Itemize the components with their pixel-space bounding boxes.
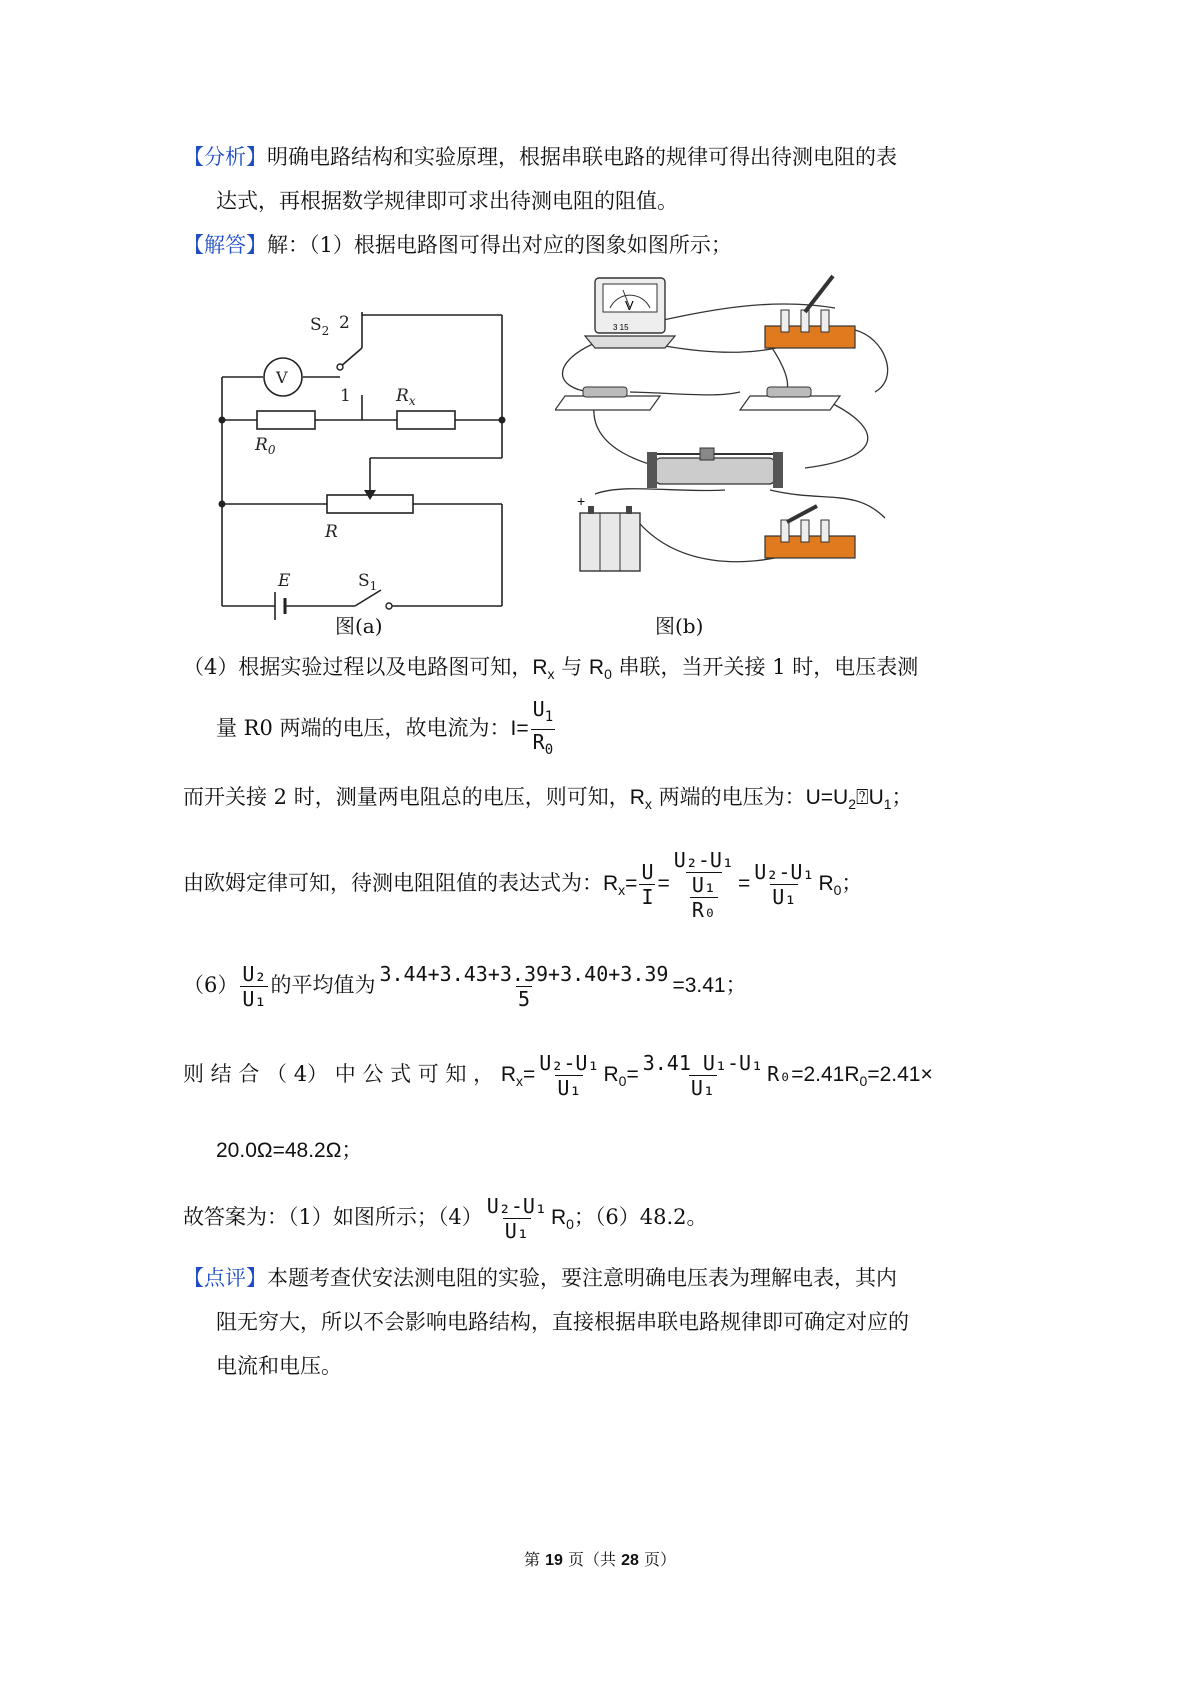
fraction-u2-u1: $\frac{\text{U₂}}{\text{U₁}}$ xyxy=(242,962,267,1011)
fraction-result: $\frac{\text{U₂-U₁}}{\text{U₁}}$ xyxy=(754,860,815,909)
step6-line: （6） $\frac{\text{U₂}}{\text{U₁}}$ 的平均值为 $\frac{3.44+3.43+3.39+3.40+3.39}{5}$ =3.41； xyxy=(183,962,747,1011)
label-e: E xyxy=(278,571,291,591)
solution-paragraph xyxy=(183,230,732,260)
resistor-r0 xyxy=(257,411,315,429)
wire xyxy=(770,490,885,518)
resistor-board-right xyxy=(740,387,840,410)
voltmeter-device xyxy=(585,278,675,348)
fraction-numeric: $\frac{\text{3.41 U₁-U₁}}{\text{U₁}}$ xyxy=(642,1051,764,1100)
comment-text-3: 电流和电压。 xyxy=(216,1354,342,1378)
battery-plus-label: + xyxy=(577,493,586,509)
fraction-u-over-i: $\frac{U}{I}$ xyxy=(641,860,654,909)
resistor-board-left xyxy=(555,387,660,410)
analysis-paragraph xyxy=(183,142,897,172)
step4-ohm-line: 由欧姆定律可知，待测电阻阻值的表达式为：$R_x=$ $\frac{U}{I}$ = $\frac{\text{U₂-U₁}}{\frac{\text{U₁}}{\text{R₀}}}$ = $\frac{\text{U₂-U₁}}{\text{U₁}}$ $R_0$； xyxy=(183,847,863,922)
switch-s2-pivot xyxy=(337,364,343,370)
solution-text-1: 解：（1）根据电路图可得出对应的图象如图所示； xyxy=(267,233,732,257)
label-r0: $R_0$ xyxy=(255,435,276,457)
switch-bottom xyxy=(765,506,855,558)
wire xyxy=(855,330,888,392)
figure-b-caption: 图(b) xyxy=(655,614,704,638)
junction-node xyxy=(219,417,226,424)
switch-s1-contact xyxy=(386,603,392,609)
label-r: R xyxy=(325,522,338,542)
wire xyxy=(595,489,725,494)
page-number: 19 xyxy=(545,1552,563,1569)
analysis-text-1: 明确电路结构和实验原理，根据串联电路的规律可得出待测电阻的表 xyxy=(267,145,897,169)
junction-node xyxy=(499,417,506,424)
circuit-diagram xyxy=(175,290,545,635)
answer-line: 故答案为：（1）如图所示；（4） $\frac{\text{U₂-U₁}}{\text{U₁}}$ $R_0$；（6）48.2。 xyxy=(183,1194,708,1243)
label-pos-2: 2 xyxy=(339,313,350,333)
current-fraction: $\frac{U_1}{R_0}$ xyxy=(531,697,555,762)
comment-tag: 【点评】 xyxy=(183,1266,267,1290)
voltmeter-label: V xyxy=(625,298,634,313)
step4-line1: （4）根据实验过程以及电路图可知，$R_x$ 与 $R_0$ 串联，当开关接 1 时，电压表测 xyxy=(183,655,919,683)
page-total: 28 xyxy=(621,1552,639,1569)
wiring-illustration xyxy=(555,268,935,628)
rheostat-device xyxy=(647,448,783,488)
page-footer: 第 19 页（共 28 页） xyxy=(524,1550,676,1569)
step4-line2: 量 R0 两端的电压，故电流为：I= $\frac{U_1}{R_0}$ xyxy=(216,697,557,762)
fraction-answer: $\frac{\text{U₂-U₁}}{\text{U₁}}$ xyxy=(486,1194,547,1243)
figure-a-caption: 图(a) xyxy=(335,614,383,638)
comment-text-1: 本题考查伏安法测电阻的实验，要注意明确电压表为理解电表，其内 xyxy=(267,1266,897,1290)
switch-top xyxy=(765,276,855,348)
label-pos-1: 1 xyxy=(340,386,351,406)
switch-s2-blade xyxy=(340,348,362,367)
junction-node xyxy=(219,501,226,508)
resistor-rx xyxy=(397,411,455,429)
comment-text-2: 阻无穷大，所以不会影响电路结构，直接根据串联电路规律即可确定对应的 xyxy=(216,1310,909,1334)
step6-result-line: 20.0Ω=48.2Ω； xyxy=(216,1139,363,1162)
fraction-general: $\frac{\text{U₂-U₁}}{\text{U₁}}$ xyxy=(539,1051,600,1100)
voltmeter-scale: 3 15 xyxy=(613,323,629,332)
step4-line3: 而开关接 2 时，测量两电阻总的电压，则可知，$R_x$ 两端的电压为：$U=U_2⍰U_1$； xyxy=(183,785,913,813)
step6-calc-line: 则 结 合 （ 4） 中 公 式 可 知 ， $R_x=$ $\frac{\text{U₂-U₁}}{\text{U₁}}$ $R_0=$ $\frac{\text{3.41 U₁-U₁}}{\text{U₁}}$ $R_0=2.41R_0=2.41\times$ xyxy=(183,1051,933,1100)
comment-paragraph xyxy=(183,1263,897,1293)
label-s1: $S_1$ xyxy=(358,571,378,593)
wire xyxy=(630,392,740,395)
analysis-text-2: 达式，再根据数学规律即可求出待测电阻的阻值。 xyxy=(216,189,678,213)
fraction-compound: $\frac{\text{U₂-U₁}}{\frac{\text{U₁}}{\text{R₀}}}$ xyxy=(673,847,734,922)
analysis-tag: 【分析】 xyxy=(183,145,267,169)
wire xyxy=(563,343,596,392)
fraction-average: $\frac{3.44+3.43+3.39+3.40+3.39}{5}$ xyxy=(379,962,669,1011)
battery-device xyxy=(577,493,640,571)
solution-tag: 【解答】 xyxy=(183,233,267,257)
label-rx: $R_x$ xyxy=(396,386,416,408)
label-s2: $S_2$ xyxy=(310,315,330,338)
label-volt: V xyxy=(276,368,288,387)
